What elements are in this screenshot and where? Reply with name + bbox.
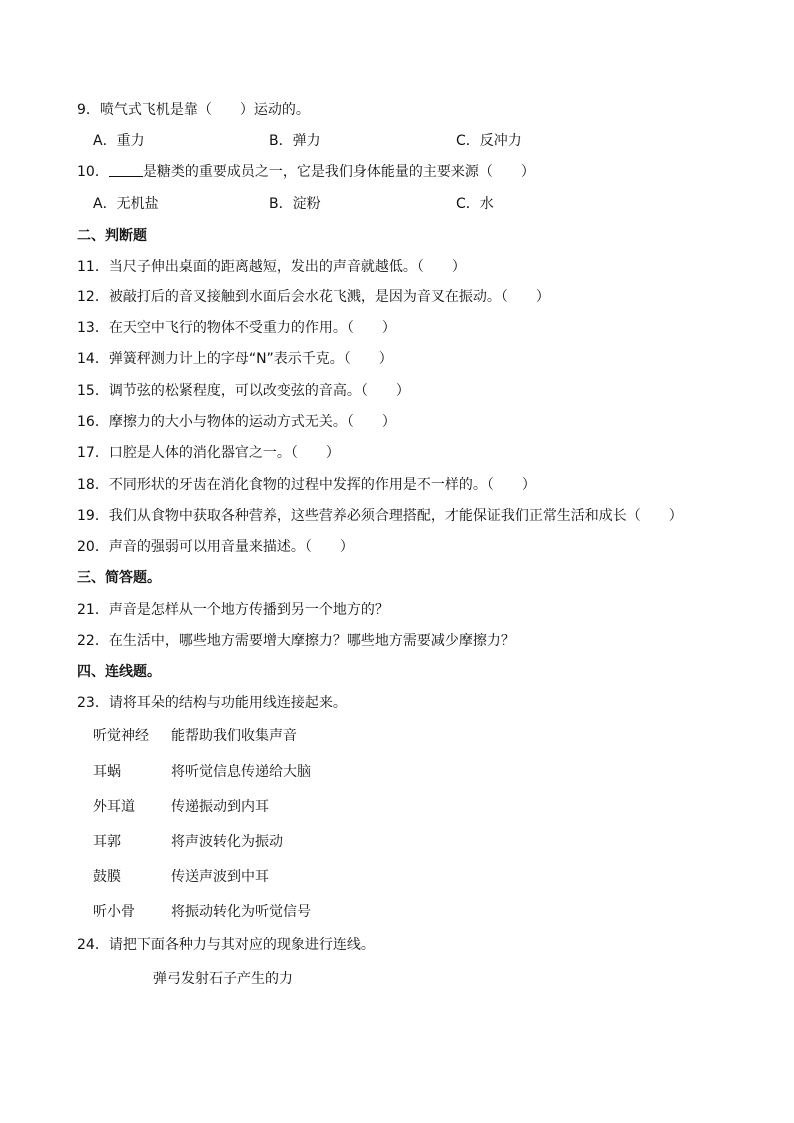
question-9-option-a: A．重力 xyxy=(93,133,145,149)
judge-question-15: 15．调节弦的松紧程度，可以改变弦的音高。（ ） xyxy=(77,383,410,399)
ear-structure-1: 听觉神经 xyxy=(93,728,149,744)
judge-question-18: 18．不同形状的牙齿在消化食物的过程中发挥的作用是不一样的。（ ） xyxy=(77,477,536,493)
question-10-option-c: C．水 xyxy=(456,196,494,212)
judge-question-19: 19．我们从食物中获取各种营养，这些营养必须合理搭配，才能保证我们正常生活和成长（ ） xyxy=(77,508,683,524)
short-question-21: 21．声音是怎样从一个地方传播到另一个地方的？ xyxy=(77,602,389,618)
ear-function-6: 将振动转化为听觉信号 xyxy=(171,904,311,920)
ear-function-4: 将声波转化为振动 xyxy=(171,834,283,850)
question-9-stem: 9．喷气式飞机是靠（ ）运动的。 xyxy=(77,102,310,118)
question-9-option-b: B．弹力 xyxy=(269,133,321,149)
question-10-option-b: B．淀粉 xyxy=(269,196,321,212)
ear-structure-5: 鼓膜 xyxy=(93,869,121,885)
question-10-text: 是糖类的重要成员之一，它是我们身体能量的主要来源（ ） xyxy=(142,164,535,180)
ear-function-5: 传送声波到中耳 xyxy=(171,869,269,885)
judge-question-11: 11．当尺子伸出桌面的距离越短，发出的声音就越低。（ ） xyxy=(77,259,466,275)
question-24-stem: 24．请把下面各种力与其对应的现象进行连线。 xyxy=(77,937,375,953)
judge-question-13: 13．在天空中飞行的物体不受重力的作用。（ ） xyxy=(77,320,396,336)
ear-function-2: 将听觉信息传递给大脑 xyxy=(171,764,311,780)
section-4-heading: 四、连线题。 xyxy=(77,664,161,680)
section-3-heading: 三、简答题。 xyxy=(77,570,161,586)
judge-question-14: 14．弹簧秤测力计上的字母“N”表示千克。（ ） xyxy=(77,351,393,367)
ear-function-1: 能帮助我们收集声音 xyxy=(171,728,297,744)
question-10-stem xyxy=(77,162,535,182)
short-question-22: 22．在生活中，哪些地方需要增大摩擦力？哪些地方需要减少摩擦力？ xyxy=(77,633,515,649)
judge-question-16: 16．摩擦力的大小与物体的运动方式无关。（ ） xyxy=(77,414,396,430)
section-2-heading: 二、判断题 xyxy=(77,228,147,244)
ear-structure-6: 听小骨 xyxy=(93,904,135,920)
judge-question-12: 12．被敲打后的音叉接触到水面后会水花飞溅，是因为音叉在振动。（ ） xyxy=(77,289,550,305)
judge-question-17: 17．口腔是人体的消化器官之一。（ ） xyxy=(77,445,340,461)
ear-function-3: 传递振动到内耳 xyxy=(171,799,269,815)
ear-structure-4: 耳郭 xyxy=(93,834,121,850)
question-10-blank xyxy=(109,162,143,177)
ear-structure-3: 外耳道 xyxy=(93,799,135,815)
question-9-option-c: C．反冲力 xyxy=(456,133,522,149)
judge-question-20: 20．声音的强弱可以用音量来描述。（ ） xyxy=(77,539,354,555)
force-item-1: 弹弓发射石子产生的力 xyxy=(153,971,293,987)
question-10-number: 10． xyxy=(77,164,109,180)
ear-structure-2: 耳蜗 xyxy=(93,764,121,780)
question-23-stem: 23．请将耳朵的结构与功能用线连接起来。 xyxy=(77,695,347,711)
question-10-option-a: A．无机盐 xyxy=(93,196,159,212)
